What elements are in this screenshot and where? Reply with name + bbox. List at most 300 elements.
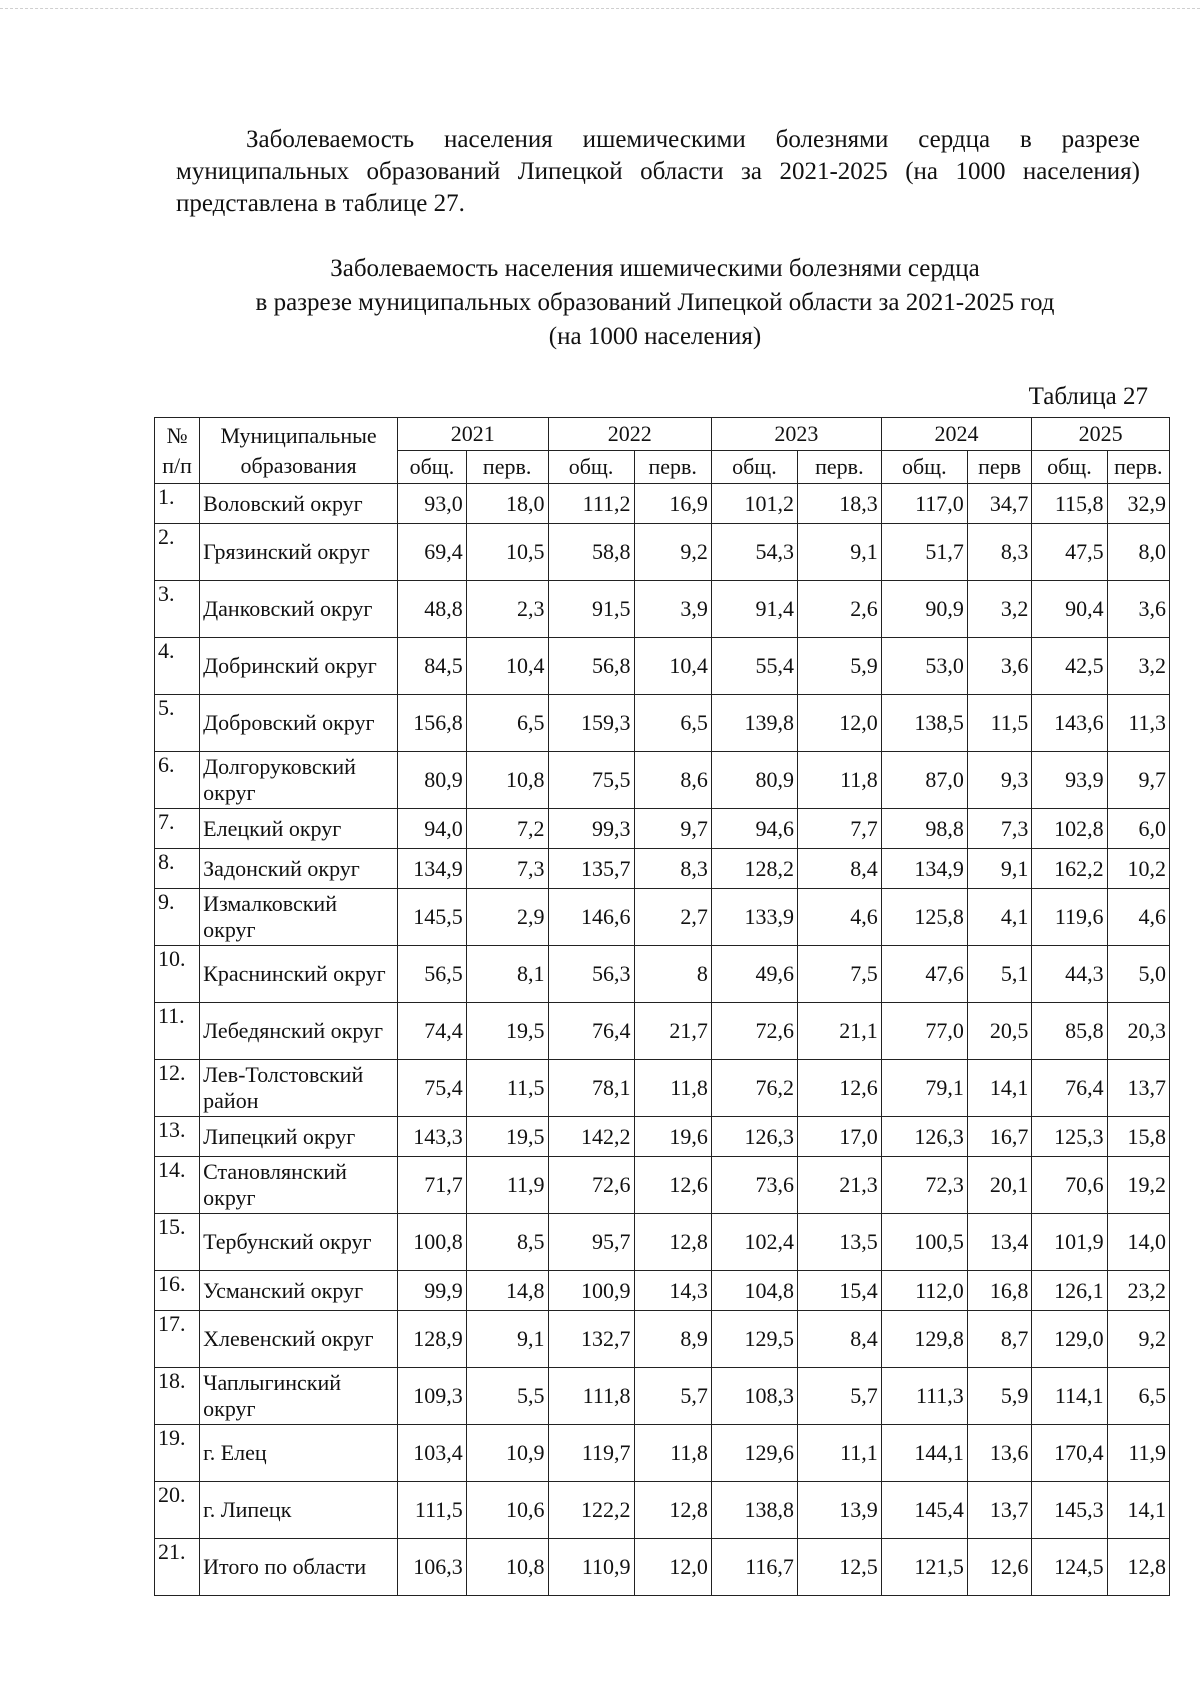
- row-number: 5.: [155, 695, 200, 752]
- value-cell: 111,2: [548, 484, 634, 524]
- value-cell: 10,4: [634, 638, 711, 695]
- value-cell: 91,5: [548, 581, 634, 638]
- value-cell: 3,6: [967, 638, 1032, 695]
- value-cell: 79,1: [881, 1060, 967, 1117]
- value-cell: 21,3: [797, 1157, 881, 1214]
- value-cell: 2,6: [797, 581, 881, 638]
- value-cell: 124,5: [1032, 1539, 1107, 1596]
- value-cell: 16,8: [967, 1271, 1032, 1311]
- value-cell: 91,4: [711, 581, 797, 638]
- row-number: 11.: [155, 1003, 200, 1060]
- subcolumn-header: общ.: [881, 451, 967, 484]
- subcolumn-header: перв: [967, 451, 1032, 484]
- value-cell: 12,0: [797, 695, 881, 752]
- value-cell: 9,2: [1107, 1311, 1169, 1368]
- table-row: [155, 752, 1170, 809]
- value-cell: 11,8: [634, 1425, 711, 1482]
- value-cell: 69,4: [397, 524, 466, 581]
- table-body: [155, 484, 1170, 1596]
- value-cell: 121,5: [881, 1539, 967, 1596]
- table-label: Таблица 27: [1028, 383, 1148, 410]
- value-cell: 8,4: [797, 849, 881, 889]
- table-row: [155, 1214, 1170, 1271]
- value-cell: 72,3: [881, 1157, 967, 1214]
- value-cell: 100,9: [548, 1271, 634, 1311]
- value-cell: 20,3: [1107, 1003, 1169, 1060]
- value-cell: 19,5: [466, 1003, 548, 1060]
- value-cell: 72,6: [711, 1003, 797, 1060]
- value-cell: 47,5: [1032, 524, 1107, 581]
- row-number: 1.: [155, 484, 200, 524]
- value-cell: 111,5: [397, 1482, 466, 1539]
- row-number: 8.: [155, 849, 200, 889]
- value-cell: 125,8: [881, 889, 967, 946]
- row-number: 16.: [155, 1271, 200, 1311]
- row-number: 3.: [155, 581, 200, 638]
- value-cell: 101,2: [711, 484, 797, 524]
- value-cell: 12,6: [967, 1539, 1032, 1596]
- value-cell: 80,9: [711, 752, 797, 809]
- value-cell: 77,0: [881, 1003, 967, 1060]
- value-cell: 104,8: [711, 1271, 797, 1311]
- value-cell: 10,2: [1107, 849, 1169, 889]
- municipality-name: Воловский округ: [200, 484, 398, 524]
- value-cell: 11,8: [797, 752, 881, 809]
- municipality-name: Усманский округ: [200, 1271, 398, 1311]
- value-cell: 100,5: [881, 1214, 967, 1271]
- value-cell: 73,6: [711, 1157, 797, 1214]
- table-row: [155, 1368, 1170, 1425]
- value-cell: 129,6: [711, 1425, 797, 1482]
- value-cell: 18,0: [466, 484, 548, 524]
- value-cell: 72,6: [548, 1157, 634, 1214]
- value-cell: 4,6: [797, 889, 881, 946]
- municipality-name: Липецкий округ: [200, 1117, 398, 1157]
- year-header: 2023: [711, 418, 881, 451]
- value-cell: 128,9: [397, 1311, 466, 1368]
- value-cell: 78,1: [548, 1060, 634, 1117]
- value-cell: 42,5: [1032, 638, 1107, 695]
- value-cell: 12,0: [634, 1539, 711, 1596]
- value-cell: 44,3: [1032, 946, 1107, 1003]
- row-number: 14.: [155, 1157, 200, 1214]
- value-cell: 11,5: [967, 695, 1032, 752]
- value-cell: 110,9: [548, 1539, 634, 1596]
- value-cell: 5,7: [634, 1368, 711, 1425]
- municipality-name: Елецкий округ: [200, 809, 398, 849]
- heading-line-3: (на 1000 населения): [548, 323, 762, 350]
- value-cell: 9,1: [466, 1311, 548, 1368]
- value-cell: 93,9: [1032, 752, 1107, 809]
- value-cell: 3,9: [634, 581, 711, 638]
- value-cell: 13,6: [967, 1425, 1032, 1482]
- value-cell: 15,8: [1107, 1117, 1169, 1157]
- value-cell: 9,7: [1107, 752, 1169, 809]
- value-cell: 111,3: [881, 1368, 967, 1425]
- year-header: 2024: [881, 418, 1032, 451]
- value-cell: 116,7: [711, 1539, 797, 1596]
- value-cell: 12,8: [634, 1214, 711, 1271]
- value-cell: 6,5: [634, 695, 711, 752]
- value-cell: 146,6: [548, 889, 634, 946]
- table-row: [155, 946, 1170, 1003]
- value-cell: 125,3: [1032, 1117, 1107, 1157]
- value-cell: 100,8: [397, 1214, 466, 1271]
- row-number: 20.: [155, 1482, 200, 1539]
- subcolumn-header: общ.: [711, 451, 797, 484]
- value-cell: 143,6: [1032, 695, 1107, 752]
- municipality-name: г. Липецк: [200, 1482, 398, 1539]
- value-cell: 20,5: [967, 1003, 1032, 1060]
- municipality-name: Добровский округ: [200, 695, 398, 752]
- value-cell: 19,6: [634, 1117, 711, 1157]
- value-cell: 126,3: [881, 1117, 967, 1157]
- value-cell: 7,7: [797, 809, 881, 849]
- value-cell: 102,8: [1032, 809, 1107, 849]
- value-cell: 126,3: [711, 1117, 797, 1157]
- municipality-name: Задонский округ: [200, 849, 398, 889]
- value-cell: 134,9: [881, 849, 967, 889]
- municipality-name: Добринский округ: [200, 638, 398, 695]
- value-cell: 108,3: [711, 1368, 797, 1425]
- value-cell: 76,4: [1032, 1060, 1107, 1117]
- table-row: [155, 1060, 1170, 1117]
- municipality-name: Лебедянский округ: [200, 1003, 398, 1060]
- value-cell: 99,9: [397, 1271, 466, 1311]
- table-row: [155, 1271, 1170, 1311]
- subcolumn-header: перв.: [466, 451, 548, 484]
- row-number: 17.: [155, 1311, 200, 1368]
- value-cell: 5,7: [797, 1368, 881, 1425]
- value-cell: 5,0: [1107, 946, 1169, 1003]
- value-cell: 90,4: [1032, 581, 1107, 638]
- table-row: [155, 1482, 1170, 1539]
- value-cell: 94,0: [397, 809, 466, 849]
- value-cell: 145,3: [1032, 1482, 1107, 1539]
- value-cell: 10,8: [466, 752, 548, 809]
- value-cell: 8: [634, 946, 711, 1003]
- value-cell: 2,7: [634, 889, 711, 946]
- value-cell: 3,2: [1107, 638, 1169, 695]
- value-cell: 16,9: [634, 484, 711, 524]
- value-cell: 13,7: [1107, 1060, 1169, 1117]
- value-cell: 4,1: [967, 889, 1032, 946]
- value-cell: 138,5: [881, 695, 967, 752]
- subcolumn-header: перв.: [797, 451, 881, 484]
- value-cell: 7,5: [797, 946, 881, 1003]
- value-cell: 47,6: [881, 946, 967, 1003]
- value-cell: 32,9: [1107, 484, 1169, 524]
- value-cell: 56,8: [548, 638, 634, 695]
- value-cell: 13,7: [967, 1482, 1032, 1539]
- value-cell: 7,2: [466, 809, 548, 849]
- value-cell: 12,6: [634, 1157, 711, 1214]
- municipality-name: Долгоруковский округ: [200, 752, 398, 809]
- value-cell: 48,8: [397, 581, 466, 638]
- value-cell: 119,7: [548, 1425, 634, 1482]
- value-cell: 21,7: [634, 1003, 711, 1060]
- value-cell: 18,3: [797, 484, 881, 524]
- scan-top-edge: [0, 8, 1200, 9]
- value-cell: 8,6: [634, 752, 711, 809]
- value-cell: 51,7: [881, 524, 967, 581]
- value-cell: 6,0: [1107, 809, 1169, 849]
- value-cell: 21,1: [797, 1003, 881, 1060]
- value-cell: 102,4: [711, 1214, 797, 1271]
- value-cell: 112,0: [881, 1271, 967, 1311]
- row-number: 19.: [155, 1425, 200, 1482]
- value-cell: 7,3: [466, 849, 548, 889]
- value-cell: 34,7: [967, 484, 1032, 524]
- value-cell: 10,9: [466, 1425, 548, 1482]
- row-number: 6.: [155, 752, 200, 809]
- value-cell: 115,8: [1032, 484, 1107, 524]
- value-cell: 20,1: [967, 1157, 1032, 1214]
- municipality-name: Краснинский округ: [200, 946, 398, 1003]
- value-cell: 109,3: [397, 1368, 466, 1425]
- table-row: [155, 1425, 1170, 1482]
- table-row: [155, 695, 1170, 752]
- table-row: [155, 581, 1170, 638]
- table-row: [155, 1117, 1170, 1157]
- value-cell: 9,3: [967, 752, 1032, 809]
- value-cell: 11,9: [1107, 1425, 1169, 1482]
- value-cell: 117,0: [881, 484, 967, 524]
- value-cell: 14,1: [967, 1060, 1032, 1117]
- table-row: [155, 524, 1170, 581]
- value-cell: 106,3: [397, 1539, 466, 1596]
- value-cell: 138,8: [711, 1482, 797, 1539]
- value-cell: 101,9: [1032, 1214, 1107, 1271]
- value-cell: 10,5: [466, 524, 548, 581]
- value-cell: 9,1: [797, 524, 881, 581]
- value-cell: 16,7: [967, 1117, 1032, 1157]
- value-cell: 135,7: [548, 849, 634, 889]
- table-row: [155, 849, 1170, 889]
- value-cell: 2,9: [466, 889, 548, 946]
- table-row: [155, 638, 1170, 695]
- value-cell: 53,0: [881, 638, 967, 695]
- value-cell: 99,3: [548, 809, 634, 849]
- value-cell: 56,5: [397, 946, 466, 1003]
- value-cell: 8,4: [797, 1311, 881, 1368]
- municipality-name: Чаплыгинский округ: [200, 1368, 398, 1425]
- value-cell: 122,2: [548, 1482, 634, 1539]
- row-number: 15.: [155, 1214, 200, 1271]
- value-cell: 12,5: [797, 1539, 881, 1596]
- municipality-name: Тербунский округ: [200, 1214, 398, 1271]
- value-cell: 9,2: [634, 524, 711, 581]
- value-cell: 5,1: [967, 946, 1032, 1003]
- value-cell: 5,5: [466, 1368, 548, 1425]
- table-row: [155, 809, 1170, 849]
- table-row: [155, 1539, 1170, 1596]
- value-cell: 75,4: [397, 1060, 466, 1117]
- value-cell: 14,0: [1107, 1214, 1169, 1271]
- value-cell: 14,3: [634, 1271, 711, 1311]
- value-cell: 58,8: [548, 524, 634, 581]
- value-cell: 76,4: [548, 1003, 634, 1060]
- value-cell: 8,3: [967, 524, 1032, 581]
- value-cell: 3,2: [967, 581, 1032, 638]
- value-cell: 162,2: [1032, 849, 1107, 889]
- col-num-header: № п/п: [155, 418, 200, 484]
- value-cell: 6,5: [1107, 1368, 1169, 1425]
- value-cell: 49,6: [711, 946, 797, 1003]
- value-cell: 13,9: [797, 1482, 881, 1539]
- value-cell: 6,5: [466, 695, 548, 752]
- value-cell: 144,1: [881, 1425, 967, 1482]
- value-cell: 8,0: [1107, 524, 1169, 581]
- row-number: 13.: [155, 1117, 200, 1157]
- value-cell: 9,1: [967, 849, 1032, 889]
- value-cell: 129,8: [881, 1311, 967, 1368]
- value-cell: 17,0: [797, 1117, 881, 1157]
- value-cell: 143,3: [397, 1117, 466, 1157]
- municipality-name: Измалковский округ: [200, 889, 398, 946]
- value-cell: 13,4: [967, 1214, 1032, 1271]
- value-cell: 142,2: [548, 1117, 634, 1157]
- table-row: [155, 1157, 1170, 1214]
- value-cell: 126,1: [1032, 1271, 1107, 1311]
- table-row: [155, 1003, 1170, 1060]
- table-row: [155, 889, 1170, 946]
- value-cell: 80,9: [397, 752, 466, 809]
- value-cell: 11,1: [797, 1425, 881, 1482]
- value-cell: 23,2: [1107, 1271, 1169, 1311]
- subcolumn-header: общ.: [1032, 451, 1107, 484]
- value-cell: 11,5: [466, 1060, 548, 1117]
- value-cell: 19,5: [466, 1117, 548, 1157]
- value-cell: 4,6: [1107, 889, 1169, 946]
- value-cell: 11,8: [634, 1060, 711, 1117]
- value-cell: 5,9: [967, 1368, 1032, 1425]
- value-cell: 129,0: [1032, 1311, 1107, 1368]
- value-cell: 128,2: [711, 849, 797, 889]
- value-cell: 11,3: [1107, 695, 1169, 752]
- value-cell: 129,5: [711, 1311, 797, 1368]
- subcolumn-header: общ.: [397, 451, 466, 484]
- row-number: 18.: [155, 1368, 200, 1425]
- value-cell: 3,6: [1107, 581, 1169, 638]
- value-cell: 159,3: [548, 695, 634, 752]
- value-cell: 70,6: [1032, 1157, 1107, 1214]
- value-cell: 84,5: [397, 638, 466, 695]
- value-cell: 10,6: [466, 1482, 548, 1539]
- value-cell: 74,4: [397, 1003, 466, 1060]
- value-cell: 111,8: [548, 1368, 634, 1425]
- value-cell: 12,8: [1107, 1539, 1169, 1596]
- value-cell: 87,0: [881, 752, 967, 809]
- value-cell: 103,4: [397, 1425, 466, 1482]
- value-cell: 139,8: [711, 695, 797, 752]
- row-number: 2.: [155, 524, 200, 581]
- value-cell: 8,9: [634, 1311, 711, 1368]
- value-cell: 19,2: [1107, 1157, 1169, 1214]
- value-cell: 170,4: [1032, 1425, 1107, 1482]
- value-cell: 10,4: [466, 638, 548, 695]
- subcolumn-header: перв.: [1107, 451, 1169, 484]
- value-cell: 134,9: [397, 849, 466, 889]
- col-name-header: Муниципальные образования: [200, 418, 398, 484]
- row-number: 12.: [155, 1060, 200, 1117]
- row-number: 21.: [155, 1539, 200, 1596]
- row-number: 10.: [155, 946, 200, 1003]
- value-cell: 85,8: [1032, 1003, 1107, 1060]
- row-number: 9.: [155, 889, 200, 946]
- municipality-name: Итого по области: [200, 1539, 398, 1596]
- value-cell: 8,5: [466, 1214, 548, 1271]
- incidence-table: [154, 417, 1170, 1596]
- value-cell: 5,9: [797, 638, 881, 695]
- municipality-name: Хлевенский округ: [200, 1311, 398, 1368]
- value-cell: 8,7: [967, 1311, 1032, 1368]
- value-cell: 55,4: [711, 638, 797, 695]
- value-cell: 94,6: [711, 809, 797, 849]
- value-cell: 145,4: [881, 1482, 967, 1539]
- value-cell: 119,6: [1032, 889, 1107, 946]
- value-cell: 93,0: [397, 484, 466, 524]
- row-number: 7.: [155, 809, 200, 849]
- value-cell: 11,9: [466, 1157, 548, 1214]
- value-cell: 7,3: [967, 809, 1032, 849]
- value-cell: 71,7: [397, 1157, 466, 1214]
- year-header: 2025: [1032, 418, 1170, 451]
- value-cell: 9,7: [634, 809, 711, 849]
- table-row: [155, 1311, 1170, 1368]
- value-cell: 56,3: [548, 946, 634, 1003]
- header-row-years: [155, 418, 1170, 451]
- subcolumn-header: перв.: [634, 451, 711, 484]
- row-number: 4.: [155, 638, 200, 695]
- table-row: [155, 484, 1170, 524]
- value-cell: 15,4: [797, 1271, 881, 1311]
- value-cell: 12,8: [634, 1482, 711, 1539]
- subcolumn-header: общ.: [548, 451, 634, 484]
- year-header: 2022: [548, 418, 711, 451]
- heading-line-2: в разрезе муниципальных образований Липецкой области за 2021-2025 год: [255, 289, 1055, 316]
- value-cell: 8,1: [466, 946, 548, 1003]
- value-cell: 98,8: [881, 809, 967, 849]
- value-cell: 2,3: [466, 581, 548, 638]
- municipality-name: г. Елец: [200, 1425, 398, 1482]
- value-cell: 13,5: [797, 1214, 881, 1271]
- value-cell: 54,3: [711, 524, 797, 581]
- value-cell: 76,2: [711, 1060, 797, 1117]
- municipality-name: Становлянский округ: [200, 1157, 398, 1214]
- value-cell: 75,5: [548, 752, 634, 809]
- value-cell: 156,8: [397, 695, 466, 752]
- municipality-name: Лев-Толстовский район: [200, 1060, 398, 1117]
- value-cell: 14,1: [1107, 1482, 1169, 1539]
- value-cell: 10,8: [466, 1539, 548, 1596]
- value-cell: 132,7: [548, 1311, 634, 1368]
- value-cell: 145,5: [397, 889, 466, 946]
- value-cell: 95,7: [548, 1214, 634, 1271]
- heading-line-1: Заболеваемость населения ишемическими болезнями сердца: [330, 255, 980, 282]
- value-cell: 14,8: [466, 1271, 548, 1311]
- value-cell: 114,1: [1032, 1368, 1107, 1425]
- value-cell: 12,6: [797, 1060, 881, 1117]
- intro-paragraph: Заболеваемость населения ишемическими болезнями сердца в разрезе муниципальных образований Липецкой области за 2021-2025 (на 1000 населения) представлена в таблице 27.: [176, 126, 1140, 217]
- value-cell: 8,3: [634, 849, 711, 889]
- municipality-name: Грязинский округ: [200, 524, 398, 581]
- table-heading: [160, 252, 1150, 354]
- value-cell: 133,9: [711, 889, 797, 946]
- year-header: 2021: [397, 418, 548, 451]
- municipality-name: Данковский округ: [200, 581, 398, 638]
- value-cell: 90,9: [881, 581, 967, 638]
